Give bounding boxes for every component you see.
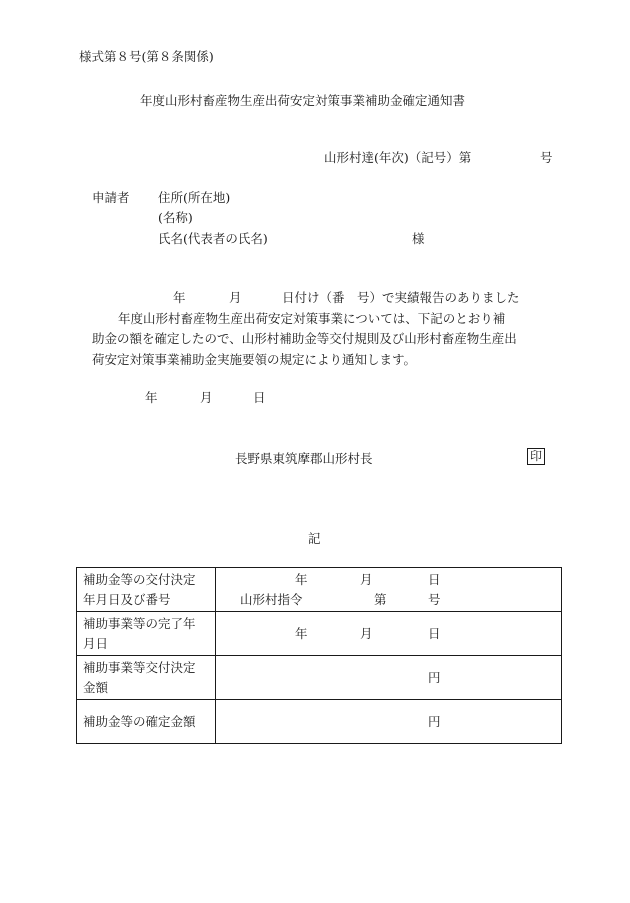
body-line-2: 年度山形村畜産物生産出荷安定対策事業については、下記のとおり補 [118, 311, 506, 326]
completion-year: 年 [295, 625, 308, 641]
seal-mark: 印 [527, 448, 545, 465]
body-line-3: 助金の額を確定したので、山形村補助金等交付規則及び山形村畜産物生産出 [92, 331, 517, 346]
table-row [77, 656, 562, 700]
detail-table [76, 567, 562, 744]
table-label-cell [77, 612, 216, 656]
document-title: 年度山形村畜産物生産出荷安定対策事業補助金確定通知書 [140, 93, 466, 108]
address-label: 住所(所在地) [158, 190, 231, 205]
reference-suffix: 号 [540, 150, 553, 165]
completion-day: 日 [428, 625, 441, 641]
number-prefix: 第 [374, 591, 387, 607]
decision-day: 日 [428, 571, 441, 587]
reference-prefix: 山形村達(年次)（記号）第 [324, 150, 472, 165]
body-date-ref: 日付け（番 号）で実績報告のありました [282, 290, 520, 305]
row-label-line2: 月日 [83, 635, 109, 651]
body-line-4: 荷安定対策事業補助金実施要領の規定により通知します。 [92, 352, 417, 367]
table-row [77, 612, 562, 656]
decision-year: 年 [295, 571, 308, 587]
body-date-year: 年 [173, 290, 186, 305]
issue-day: 日 [253, 390, 266, 405]
name-label: (名称) [158, 210, 193, 225]
table-value-cell [216, 612, 562, 656]
table-value-cell [216, 700, 562, 744]
row-label-line2: 年月日及び番号 [83, 591, 171, 607]
confirmed-amount-unit: 円 [428, 713, 441, 729]
row-label-line1: 補助金等の確定金額 [83, 713, 196, 729]
number-suffix: 号 [428, 591, 441, 607]
completion-month: 月 [360, 625, 373, 641]
ki-heading: 記 [308, 531, 321, 546]
issue-year: 年 [145, 390, 158, 405]
directive-label: 山形村指令 [240, 591, 303, 607]
body-date-month: 月 [229, 290, 242, 305]
row-label-line1: 補助金等の交付決定 [83, 571, 196, 587]
issue-month: 月 [200, 390, 213, 405]
table-value-cell [216, 656, 562, 700]
applicant-label: 申請者 [92, 190, 130, 205]
table-value-cell [216, 568, 562, 612]
row-label-line1: 補助事業等の完了年 [83, 615, 196, 631]
table-row [77, 568, 562, 612]
table-row [77, 700, 562, 744]
representative-label: 氏名(代表者の氏名) [158, 231, 268, 246]
decision-amount-unit: 円 [428, 669, 441, 685]
form-number: 様式第８号(第８条関係) [79, 49, 214, 64]
issuer-name: 長野県東筑摩郡山形村長 [235, 451, 373, 466]
row-label-line2: 金額 [83, 679, 109, 695]
row-label-line1: 補助事業等交付決定 [83, 659, 196, 675]
table-label-cell [77, 656, 216, 700]
decision-month: 月 [360, 571, 373, 587]
table-label-cell [77, 568, 216, 612]
honorific: 様 [412, 231, 425, 246]
table-label-cell [77, 700, 216, 744]
